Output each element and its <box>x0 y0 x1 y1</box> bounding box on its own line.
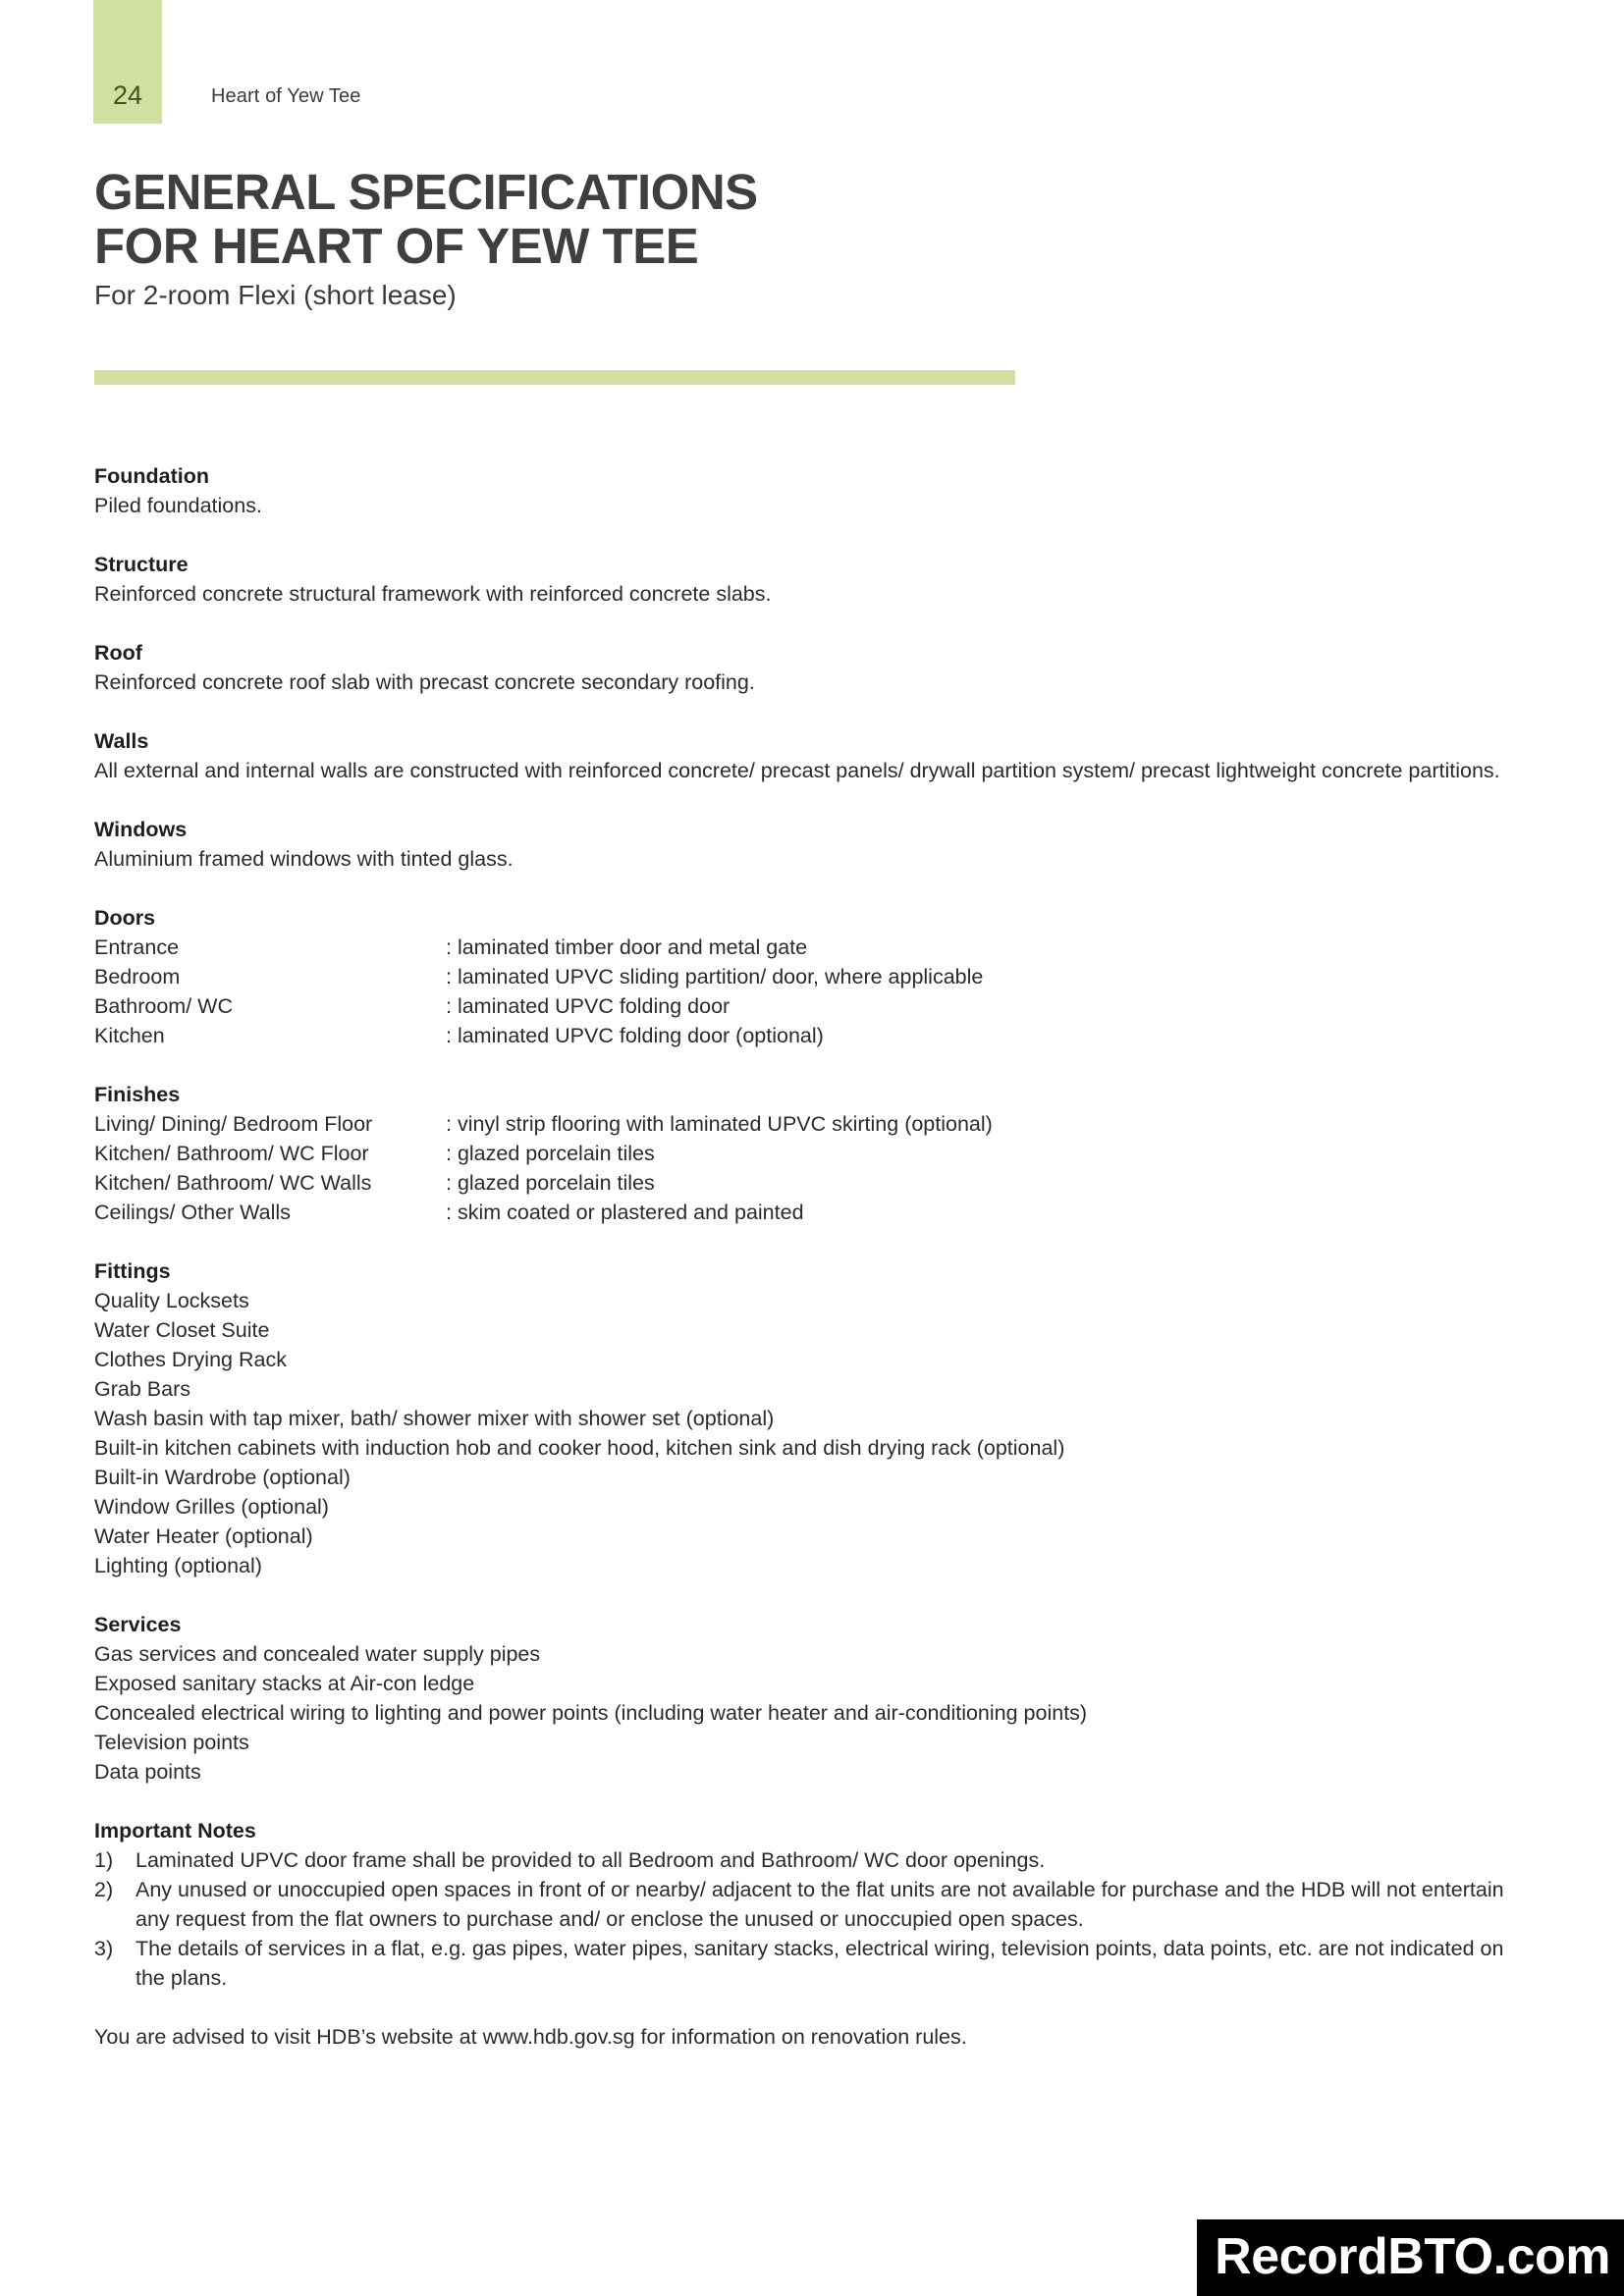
section-heading-walls: Walls <box>94 729 149 753</box>
closing-paragraph: You are advised to visit HDB’s website at www.hdb.gov.sg for information on renovation rules. <box>94 2025 967 2049</box>
page-header <box>0 0 1624 137</box>
fittings-item: Built-in Wardrobe (optional) <box>94 1466 351 1489</box>
section-text-structure: Reinforced concrete structural framework with reinforced concrete slabs. <box>94 582 772 606</box>
finishes-label: Kitchen/ Bathroom/ WC Walls <box>94 1171 372 1195</box>
doors-row <box>94 1021 1538 1050</box>
section-heading-doors: Doors <box>94 906 156 930</box>
note-text: Any unused or unoccupied open spaces in front of or nearby/ adjacent to the flat units are not available for purchase and the HDB will not entertain any request from the flat owners to purchase and/ or enclose the unused or unoccupied open spaces. <box>135 1878 1504 1931</box>
page-number-badge <box>93 0 162 124</box>
note-number: 2) <box>94 1878 114 1901</box>
page-title-line-2: FOR HEART OF YEW TEE <box>94 218 699 275</box>
fittings-item: Window Grilles (optional) <box>94 1495 329 1519</box>
note-row <box>94 1875 1538 1934</box>
finishes-label: Ceilings/ Other Walls <box>94 1201 291 1224</box>
finishes-label: Kitchen/ Bathroom/ WC Floor <box>94 1142 369 1165</box>
finishes-row <box>94 1139 1538 1168</box>
section-heading-windows: Windows <box>94 818 188 841</box>
section-text-windows: Aluminium framed windows with tinted glass. <box>94 847 514 871</box>
fittings-item: Water Heater (optional) <box>94 1524 313 1548</box>
note-row <box>94 1845 1538 1875</box>
section-fittings <box>94 1256 1538 1580</box>
doors-value: : laminated UPVC sliding partition/ door, where applicable <box>446 965 984 988</box>
doors-value: : laminated timber door and metal gate <box>446 935 808 959</box>
services-item: Data points <box>94 1760 201 1784</box>
doors-label: Bathroom/ WC <box>94 994 233 1018</box>
header-project-name: Heart of Yew Tee <box>211 85 361 107</box>
finishes-value: : skim coated or plastered and painted <box>446 1201 804 1224</box>
page-title <box>94 165 1174 273</box>
note-text: The details of services in a flat, e.g. gas pipes, water pipes, sanitary stacks, electrical wiring, television points, data points, etc. are not indicated on the plans. <box>135 1937 1504 1990</box>
section-services <box>94 1610 1538 1787</box>
doors-label: Bedroom <box>94 965 181 988</box>
finishes-row <box>94 1109 1538 1139</box>
section-heading-finishes: Finishes <box>94 1083 181 1106</box>
doors-row <box>94 991 1538 1021</box>
fittings-item: Wash basin with tap mixer, bath/ shower mixer with shower set (optional) <box>94 1407 775 1430</box>
fittings-item: Clothes Drying Rack <box>94 1348 287 1371</box>
section-heading-services: Services <box>94 1613 182 1636</box>
section-heading-structure: Structure <box>94 553 189 576</box>
services-item: Exposed sanitary stacks at Air-con ledge <box>94 1672 475 1695</box>
doors-value: : laminated UPVC folding door (optional) <box>446 1024 824 1047</box>
finishes-label: Living/ Dining/ Bedroom Floor <box>94 1112 373 1136</box>
note-number: 1) <box>94 1848 114 1872</box>
section-heading-important-notes: Important Notes <box>94 1819 256 1842</box>
doors-label: Entrance <box>94 935 180 959</box>
section-text-roof: Reinforced concrete roof slab with precast concrete secondary roofing. <box>94 670 755 694</box>
note-row <box>94 1934 1538 1993</box>
title-divider <box>94 370 1015 385</box>
doors-row <box>94 962 1538 991</box>
section-windows <box>94 815 1538 874</box>
title-block <box>94 165 1174 312</box>
finishes-row <box>94 1168 1538 1198</box>
page-subtitle: For 2-room Flexi (short lease) <box>94 280 457 311</box>
section-heading-roof: Roof <box>94 641 142 665</box>
section-important-notes <box>94 1816 1538 2052</box>
page-title-line-1: GENERAL SPECIFICATIONS <box>94 164 758 220</box>
section-doors <box>94 903 1538 1050</box>
section-foundation <box>94 461 1538 520</box>
fittings-item: Built-in kitchen cabinets with induction hob and cooker hood, kitchen sink and dish drying rack (optional) <box>94 1436 1065 1460</box>
services-item: Gas services and concealed water supply pipes <box>94 1642 541 1666</box>
doors-row <box>94 933 1538 962</box>
finishes-row <box>94 1198 1538 1227</box>
finishes-value: : glazed porcelain tiles <box>446 1171 655 1195</box>
fittings-item: Grab Bars <box>94 1377 190 1401</box>
fittings-item: Water Closet Suite <box>94 1318 270 1342</box>
services-item: Television points <box>94 1731 249 1754</box>
finishes-value: : glazed porcelain tiles <box>446 1142 655 1165</box>
section-structure <box>94 550 1538 609</box>
section-roof <box>94 638 1538 697</box>
specifications-body <box>94 461 1538 2052</box>
section-walls <box>94 726 1538 785</box>
fittings-item: Quality Locksets <box>94 1289 249 1312</box>
note-number: 3) <box>94 1937 114 1960</box>
section-heading-foundation: Foundation <box>94 464 210 488</box>
doors-value: : laminated UPVC folding door <box>446 994 731 1018</box>
finishes-value: : vinyl strip flooring with laminated UPVC skirting (optional) <box>446 1112 993 1136</box>
section-heading-fittings: Fittings <box>94 1259 171 1283</box>
page-number: 24 <box>112 80 143 110</box>
section-text-walls: All external and internal walls are constructed with reinforced concrete/ precast panels/ drywall partition system/ precast lightweight concrete partitions. <box>94 759 1500 782</box>
section-text-foundation: Piled foundations. <box>94 494 262 517</box>
watermark-recordbto: RecordBTO.com <box>1197 2219 1624 2296</box>
services-item: Concealed electrical wiring to lighting and power points (including water heater and air-conditioning points) <box>94 1701 1088 1725</box>
section-finishes <box>94 1080 1538 1227</box>
fittings-item: Lighting (optional) <box>94 1554 262 1577</box>
doors-label: Kitchen <box>94 1024 165 1047</box>
note-text: Laminated UPVC door frame shall be provided to all Bedroom and Bathroom/ WC door openings. <box>135 1848 1046 1872</box>
